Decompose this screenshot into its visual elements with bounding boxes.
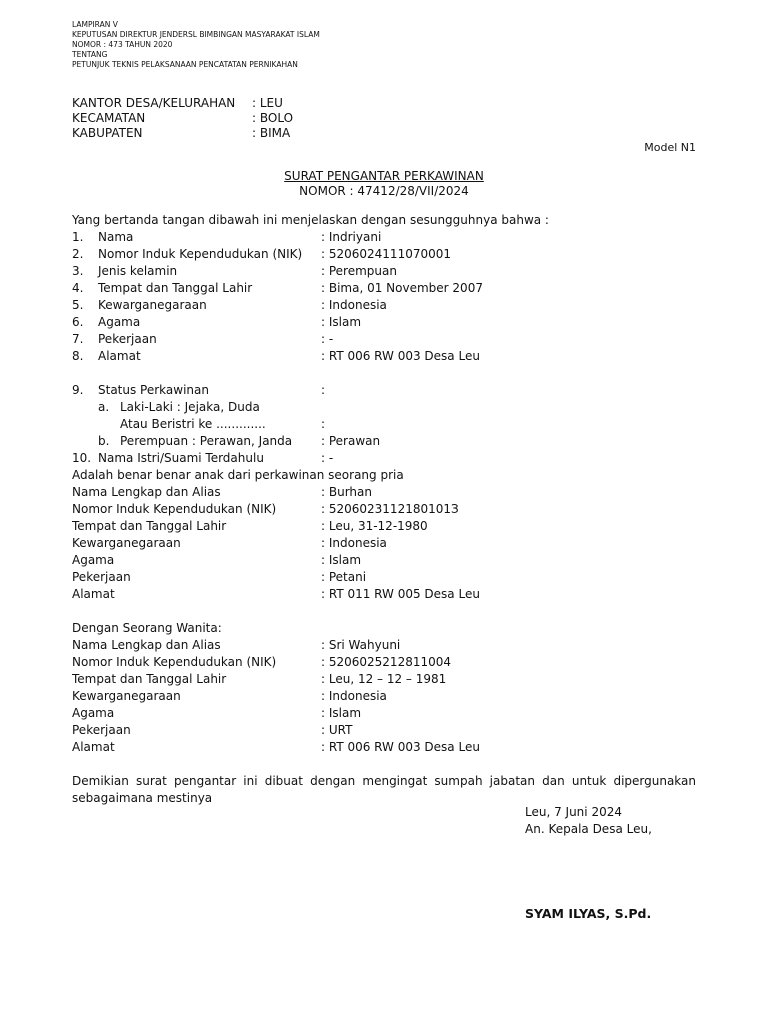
spacer [72,603,696,620]
field-value: : 5206025212811004 [321,655,452,669]
signatory-name: SYAM ILYAS, S.Pd. [525,906,652,921]
mother-row [72,705,696,722]
signature-role: An. Kepala Desa Leu, [525,822,652,836]
item-value: : - [321,332,334,346]
location-label: KABUPATEN [72,126,143,140]
signature-place-date: Leu, 7 Juni 2024 [525,805,622,819]
header-line: NOMOR : 473 TAHUN 2020 [72,40,173,49]
mother-row [72,671,696,688]
header-line: PETUNJUK TEKNIS PELAKSANAAN PENCATATAN PERNIKAHAN [72,60,298,69]
list-item [72,280,696,297]
field-value: : Sri Wahyuni [321,638,401,652]
field-value: : Leu, 31-12-1980 [321,519,428,533]
mother-row [72,739,696,756]
item-value: : 5206024111070001 [321,247,452,261]
mother-intro-text: Dengan Seorang Wanita: [72,621,222,635]
document-number: NOMOR : 47412/28/VII/2024 [299,184,469,198]
item-number: 10. [72,451,92,465]
item-value: : [321,383,326,397]
father-intro [72,467,696,484]
location-value: : LEU [252,96,283,110]
field-label: Pekerjaan [72,570,131,584]
closing-paragraph: Demikian surat pengantar ini dibuat dengan mengingat sumpah jabatan dan untuk dipergunakan sebagaimana mestinya [72,774,696,805]
father-row [72,535,696,552]
father-row [72,484,696,501]
item-value: : Bima, 01 November 2007 [321,281,483,295]
mother-row [72,637,696,654]
father-row [72,518,696,535]
field-value: : 5206023112180101З [321,502,459,516]
item-number: 7. [72,332,84,346]
father-intro-text: Adalah benar benar anak dari perkawinan seorang pria [72,468,404,482]
intro-line [72,212,696,229]
field-value: : Petani [321,570,367,584]
spacer [72,365,696,382]
field-value: : Islam [321,553,362,567]
item-label: Alamat [98,349,141,363]
field-label: Agama [72,553,115,567]
item-value: : Indonesia [321,298,387,312]
list-item [72,229,696,246]
list-item [72,331,696,348]
field-value: : RT 006 RW 003 Desa Leu [321,740,480,754]
item-number: 8. [72,349,84,363]
list-item [72,382,696,399]
item-value: : Indriyani [321,230,382,244]
field-value: : URT [321,723,353,737]
mother-intro [72,620,696,637]
field-label: Kewarganegaraan [72,689,181,703]
item-number: 3. [72,264,84,278]
field-label: Nomor Induk Kependudukan (NIK) [72,655,277,669]
list-item [72,450,696,467]
field-value: : Leu, 12 – 12 – 1981 [321,672,447,686]
item-value: : Perempuan [321,264,397,278]
father-row [72,501,696,518]
header-line: LAMPIRAN V [72,20,118,29]
location-value: : BOLO [252,111,294,125]
sub-item-label: Atau Beristri ke ............. [120,417,266,431]
item-number: 2. [72,247,84,261]
father-row [72,552,696,569]
mother-row [72,688,696,705]
item-number: 9. [72,383,84,397]
father-row [72,586,696,603]
spacer [72,756,696,773]
field-label: Tempat dan Tanggal Lahir [72,519,227,533]
item-value: : Islam [321,315,362,329]
item-number: 1. [72,230,84,244]
location-label: KANTOR DESA/KELURAHAN [72,96,236,110]
intro-text: Yang bertanda tangan dibawah ini menjelaskan dengan sesungguhnya bahwa : [72,213,549,227]
list-item [72,263,696,280]
father-row [72,569,696,586]
item-value: : - [321,451,334,465]
list-item [72,297,696,314]
field-label: Alamat [72,740,115,754]
item-label: Nama Istri/Suami Terdahulu [98,451,264,465]
sub-item [72,433,696,450]
item-label: Tempat dan Tanggal Lahir [98,281,253,295]
sub-item-label: Laki-Laki : Jejaka, Duda [120,400,260,414]
field-label: Pekerjaan [72,723,131,737]
document-title: SURAT PENGANTAR PERKAWINAN [284,169,484,183]
header-line: KEPUTUSAN DIREKTUR JENDERSL BIMBINGAN MASYARAKAT ISLAM [72,30,320,39]
item-label: Status Perkawinan [98,383,209,397]
mother-row [72,654,696,671]
field-label: Nomor Induk Kependudukan (NIK) [72,502,277,516]
document-body [72,212,696,807]
item-value: : RT 006 RW 003 Desa Leu [321,349,480,363]
field-label: Kewarganegaraan [72,536,181,550]
item-label: Jenis kelamin [98,264,178,278]
header-line: TENTANG [72,50,108,59]
sub-item [72,399,696,416]
sub-item-letter: b. [98,434,110,448]
decree-header [72,20,320,70]
location-value: : BIMA [252,126,291,140]
field-label: Nama Lengkap dan Alias [72,638,221,652]
item-label: Nomor Induk Kependudukan (NIK) [98,247,303,261]
item-label: Kewarganegaraan [98,298,207,312]
field-value: : Burhan [321,485,372,499]
field-value: : Indonesia [321,689,387,703]
sub-item-value: : Perawan [321,434,381,448]
field-value: : Islam [321,706,362,720]
sub-item-value: : [321,417,326,431]
item-label: Agama [98,315,141,329]
field-label: Alamat [72,587,115,601]
list-item [72,314,696,331]
item-label: Pekerjaan [98,332,157,346]
mother-row [72,722,696,739]
item-label: Nama [98,230,134,244]
sub-item-label: Perempuan : Perawan, Janda [120,434,293,448]
model-code: Model N1 [644,141,696,154]
field-label: Agama [72,706,115,720]
item-number: 5. [72,298,84,312]
field-value: : RT 011 RW 005 Desa Leu [321,587,480,601]
sub-item-letter: a. [98,400,110,414]
sub-item [72,416,696,433]
field-label: Nama Lengkap dan Alias [72,485,221,499]
list-item [72,348,696,365]
location-label: KECAMATAN [72,111,146,125]
item-number: 4. [72,281,84,295]
item-number: 6. [72,315,84,329]
field-label: Tempat dan Tanggal Lahir [72,672,227,686]
field-value: : Indonesia [321,536,387,550]
list-item [72,246,696,263]
